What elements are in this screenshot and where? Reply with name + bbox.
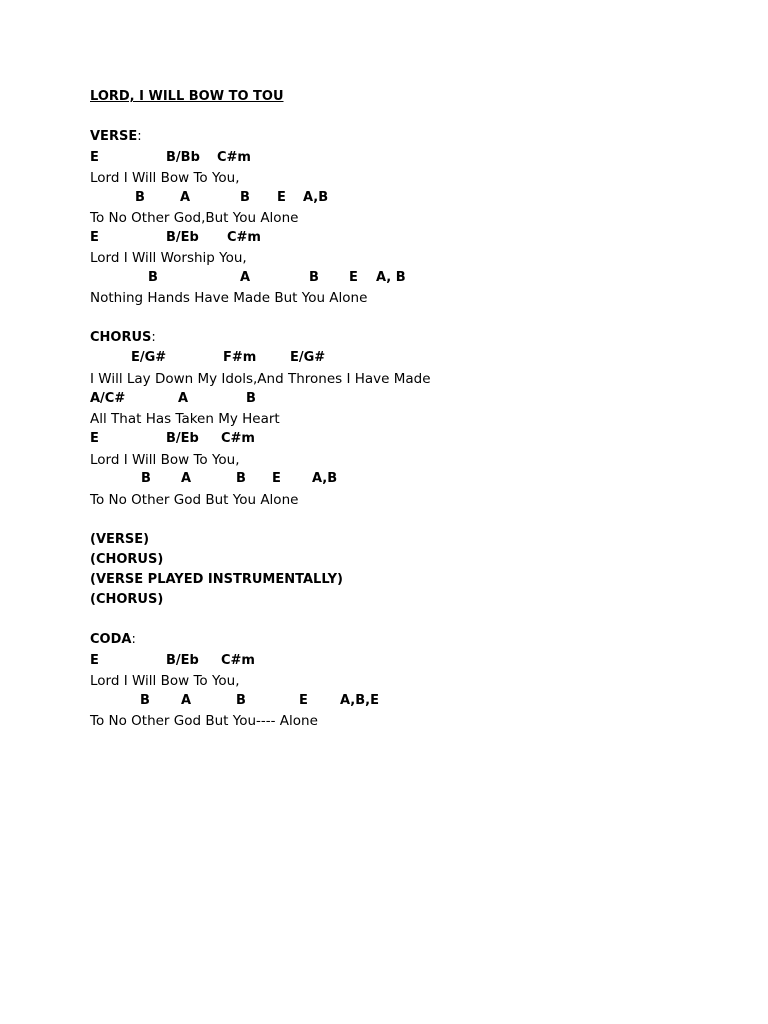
verse-line4-chord-1: B <box>148 270 158 285</box>
chorus-line1-chord-3: E/G# <box>290 350 326 365</box>
chorus-line3-chord-2: B/Eb <box>166 431 199 446</box>
coda-line2-chord-2: A <box>181 693 192 708</box>
verse-line1-chord-3: C#m <box>217 150 251 165</box>
verse-line2-chord-2: A <box>180 190 191 205</box>
chorus-line4-chord-2: A <box>181 471 192 486</box>
verse-line3-lyric: Lord I Will Worship You, <box>90 250 247 266</box>
structure-item-chorus: (CHORUS) <box>90 552 164 567</box>
chorus-line3-chord-1: E <box>90 431 99 446</box>
verse-heading <box>90 129 142 144</box>
verse-line1-chord-1: E <box>90 150 99 165</box>
chorus-line1-lyric: I Will Lay Down My Idols,And Thrones I Have Made <box>90 371 431 387</box>
verse-heading-colon: : <box>137 129 142 144</box>
coda-line1-chord-3: C#m <box>221 653 255 668</box>
coda-line2-chord-3: B <box>236 693 246 708</box>
chorus-heading <box>90 330 156 345</box>
chorus-line3-chord-3: C#m <box>221 431 255 446</box>
coda-heading <box>90 632 136 647</box>
verse-line2-chord-5: A,B <box>303 190 329 205</box>
chorus-line4-chord-4: E <box>272 471 281 486</box>
chorus-line1-chord-1: E/G# <box>131 350 167 365</box>
verse-line1-chord-2: B/Bb <box>166 150 200 165</box>
song-title: LORD, I WILL BOW TO TOU <box>90 89 284 104</box>
structure-item-chorus-repeat: (CHORUS) <box>90 592 164 607</box>
chorus-line3-lyric: Lord I Will Bow To You, <box>90 452 240 468</box>
verse-line4-chord-3: B <box>309 270 319 285</box>
chorus-line4-lyric: To No Other God But You Alone <box>90 492 299 508</box>
verse-line4-chord-4: E <box>349 270 358 285</box>
coda-line2-chord-1: B <box>140 693 150 708</box>
verse-line4-chord-5: A, B <box>376 270 406 285</box>
structure-item-verse-instrumental: (VERSE PLAYED INSTRUMENTALLY) <box>90 572 343 587</box>
chorus-line4-chord-5: A,B <box>312 471 338 486</box>
verse-line1-lyric: Lord I Will Bow To You, <box>90 170 240 186</box>
verse-line2-chord-1: B <box>135 190 145 205</box>
verse-line4-chord-2: A <box>240 270 251 285</box>
chorus-line2-chord-1: A/C# <box>90 391 126 406</box>
chorus-line1-chord-2: F#m <box>223 350 257 365</box>
coda-line2-lyric: To No Other God But You---- Alone <box>90 713 318 729</box>
chorus-heading-colon: : <box>151 330 156 345</box>
verse-line2-lyric: To No Other God,But You Alone <box>90 210 299 226</box>
verse-line3-chord-1: E <box>90 230 99 245</box>
coda-line1-lyric: Lord I Will Bow To You, <box>90 673 240 689</box>
coda-line2-chord-5: A,B,E <box>340 693 379 708</box>
coda-heading-label: CODA <box>90 632 132 647</box>
coda-line2-chord-4: E <box>299 693 308 708</box>
structure-item-verse: (VERSE) <box>90 532 150 547</box>
chorus-line4-chord-3: B <box>236 471 246 486</box>
coda-line1-chord-1: E <box>90 653 99 668</box>
verse-line2-chord-3: B <box>240 190 250 205</box>
chorus-line4-chord-1: B <box>141 471 151 486</box>
verse-heading-label: VERSE <box>90 129 138 144</box>
chorus-line2-chord-3: B <box>246 391 256 406</box>
chorus-heading-label: CHORUS <box>90 330 152 345</box>
chorus-line2-lyric: All That Has Taken My Heart <box>90 411 280 427</box>
verse-line3-chord-3: C#m <box>227 230 261 245</box>
verse-line4-lyric: Nothing Hands Have Made But You Alone <box>90 290 368 306</box>
coda-line1-chord-2: B/Eb <box>166 653 199 668</box>
coda-heading-colon: : <box>131 632 136 647</box>
verse-line2-chord-4: E <box>277 190 286 205</box>
verse-line3-chord-2: B/Eb <box>166 230 199 245</box>
chorus-line2-chord-2: A <box>178 391 189 406</box>
